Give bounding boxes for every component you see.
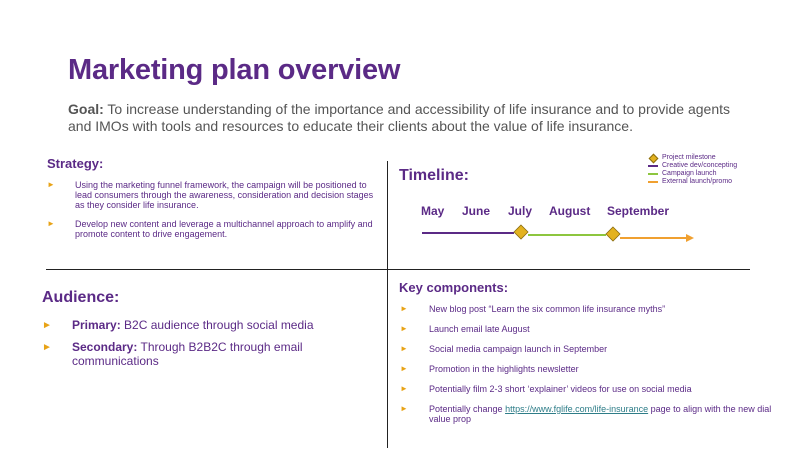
key-component-item	[400, 304, 780, 314]
audience-item-label: Secondary:	[72, 340, 138, 354]
strategy-item	[47, 180, 377, 210]
arrow-bullet-icon: ►	[400, 364, 408, 373]
legend-swatch	[648, 181, 658, 183]
milestone-diamond-icon	[514, 225, 528, 239]
key-component-text: New blog post “Learn the six common life insurance myths”	[429, 304, 666, 314]
legend-swatch	[648, 165, 658, 167]
legend-label: Project milestone	[662, 154, 716, 161]
strategy-item-text: Develop new content and leverage a multichannel approach to amplify and promote content to drive engagement.	[75, 219, 373, 239]
key-component-suffix: page to align with the new dial value prop	[429, 404, 772, 424]
audience-item-label: Primary:	[72, 318, 121, 332]
month-label: July	[508, 204, 533, 218]
key-component-text: Social media campaign launch in September	[429, 344, 608, 354]
goal-statement	[68, 101, 748, 135]
key-component-item	[400, 364, 780, 374]
arrow-bullet-icon: ►	[42, 320, 52, 331]
key-component-text: Potentially film 2-3 short ‘explainer’ videos for use on social media	[429, 384, 692, 394]
legend-swatch	[648, 173, 658, 175]
life-insurance-page-link[interactable]: https://www.fglife.com/life-insurance	[505, 404, 649, 414]
arrow-bullet-icon: ►	[42, 342, 52, 353]
arrow-bullet-icon: ►	[400, 404, 408, 413]
goal-label: Goal:	[68, 101, 104, 117]
horizontal-divider	[46, 269, 750, 270]
legend-label: External launch/promo	[662, 178, 733, 185]
legend-label: Campaign launch	[662, 170, 717, 177]
month-label: August	[549, 204, 591, 218]
key-components-list	[400, 304, 780, 434]
month-label: June	[462, 204, 491, 218]
timeline-heading: Timeline:	[399, 167, 469, 184]
arrow-bullet-icon: ►	[400, 304, 408, 313]
audience-item-text: Through B2B2C through email communications	[72, 340, 303, 368]
timeline-arrowhead-icon	[686, 234, 694, 242]
legend-item-creative	[648, 162, 737, 170]
key-component-item	[400, 404, 780, 424]
milestone-diamond-icon	[606, 227, 620, 241]
arrow-bullet-icon: ►	[47, 180, 55, 189]
audience-item	[42, 340, 377, 368]
timeline-legend	[648, 154, 737, 186]
strategy-heading: Strategy:	[47, 156, 104, 171]
arrow-bullet-icon: ►	[400, 384, 408, 393]
strategy-item	[47, 219, 377, 239]
legend-item-external	[648, 178, 737, 186]
strategy-list	[47, 180, 377, 248]
audience-item-text: B2C audience through social media	[124, 318, 314, 332]
key-component-text: Launch email late August	[429, 324, 530, 334]
timeline-graphic	[420, 222, 700, 248]
legend-item-milestone	[648, 154, 737, 162]
audience-heading: Audience:	[42, 289, 120, 306]
arrow-bullet-icon: ►	[400, 324, 408, 333]
legend-label: Creative dev/concepting	[662, 162, 738, 169]
key-component-item	[400, 324, 780, 334]
key-components-heading: Key components:	[399, 280, 509, 295]
goal-text: To increase understanding of the importance and accessibility of life insurance and to provide agents and IMOs with tools and resources to educate their clients about the value of life insurance.	[68, 101, 731, 134]
legend-item-campaign	[648, 170, 737, 178]
key-component-text: Promotion in the highlights newsletter	[429, 364, 579, 374]
strategy-item-text: Using the marketing funnel framework, the campaign will be positioned to lead consumers through the awareness, consideration and decision stages as they consider life insurance.	[75, 180, 374, 210]
key-component-item	[400, 384, 780, 394]
key-component-prefix: Potentially change	[429, 404, 506, 414]
vertical-divider	[387, 161, 388, 448]
page-title: Marketing plan overview	[68, 54, 401, 86]
key-component-item	[400, 344, 780, 354]
arrow-bullet-icon: ►	[47, 219, 55, 228]
month-label: September	[607, 204, 670, 218]
audience-item	[42, 318, 377, 332]
month-label: May	[421, 204, 445, 218]
audience-list	[42, 318, 377, 376]
arrow-bullet-icon: ►	[400, 344, 408, 353]
